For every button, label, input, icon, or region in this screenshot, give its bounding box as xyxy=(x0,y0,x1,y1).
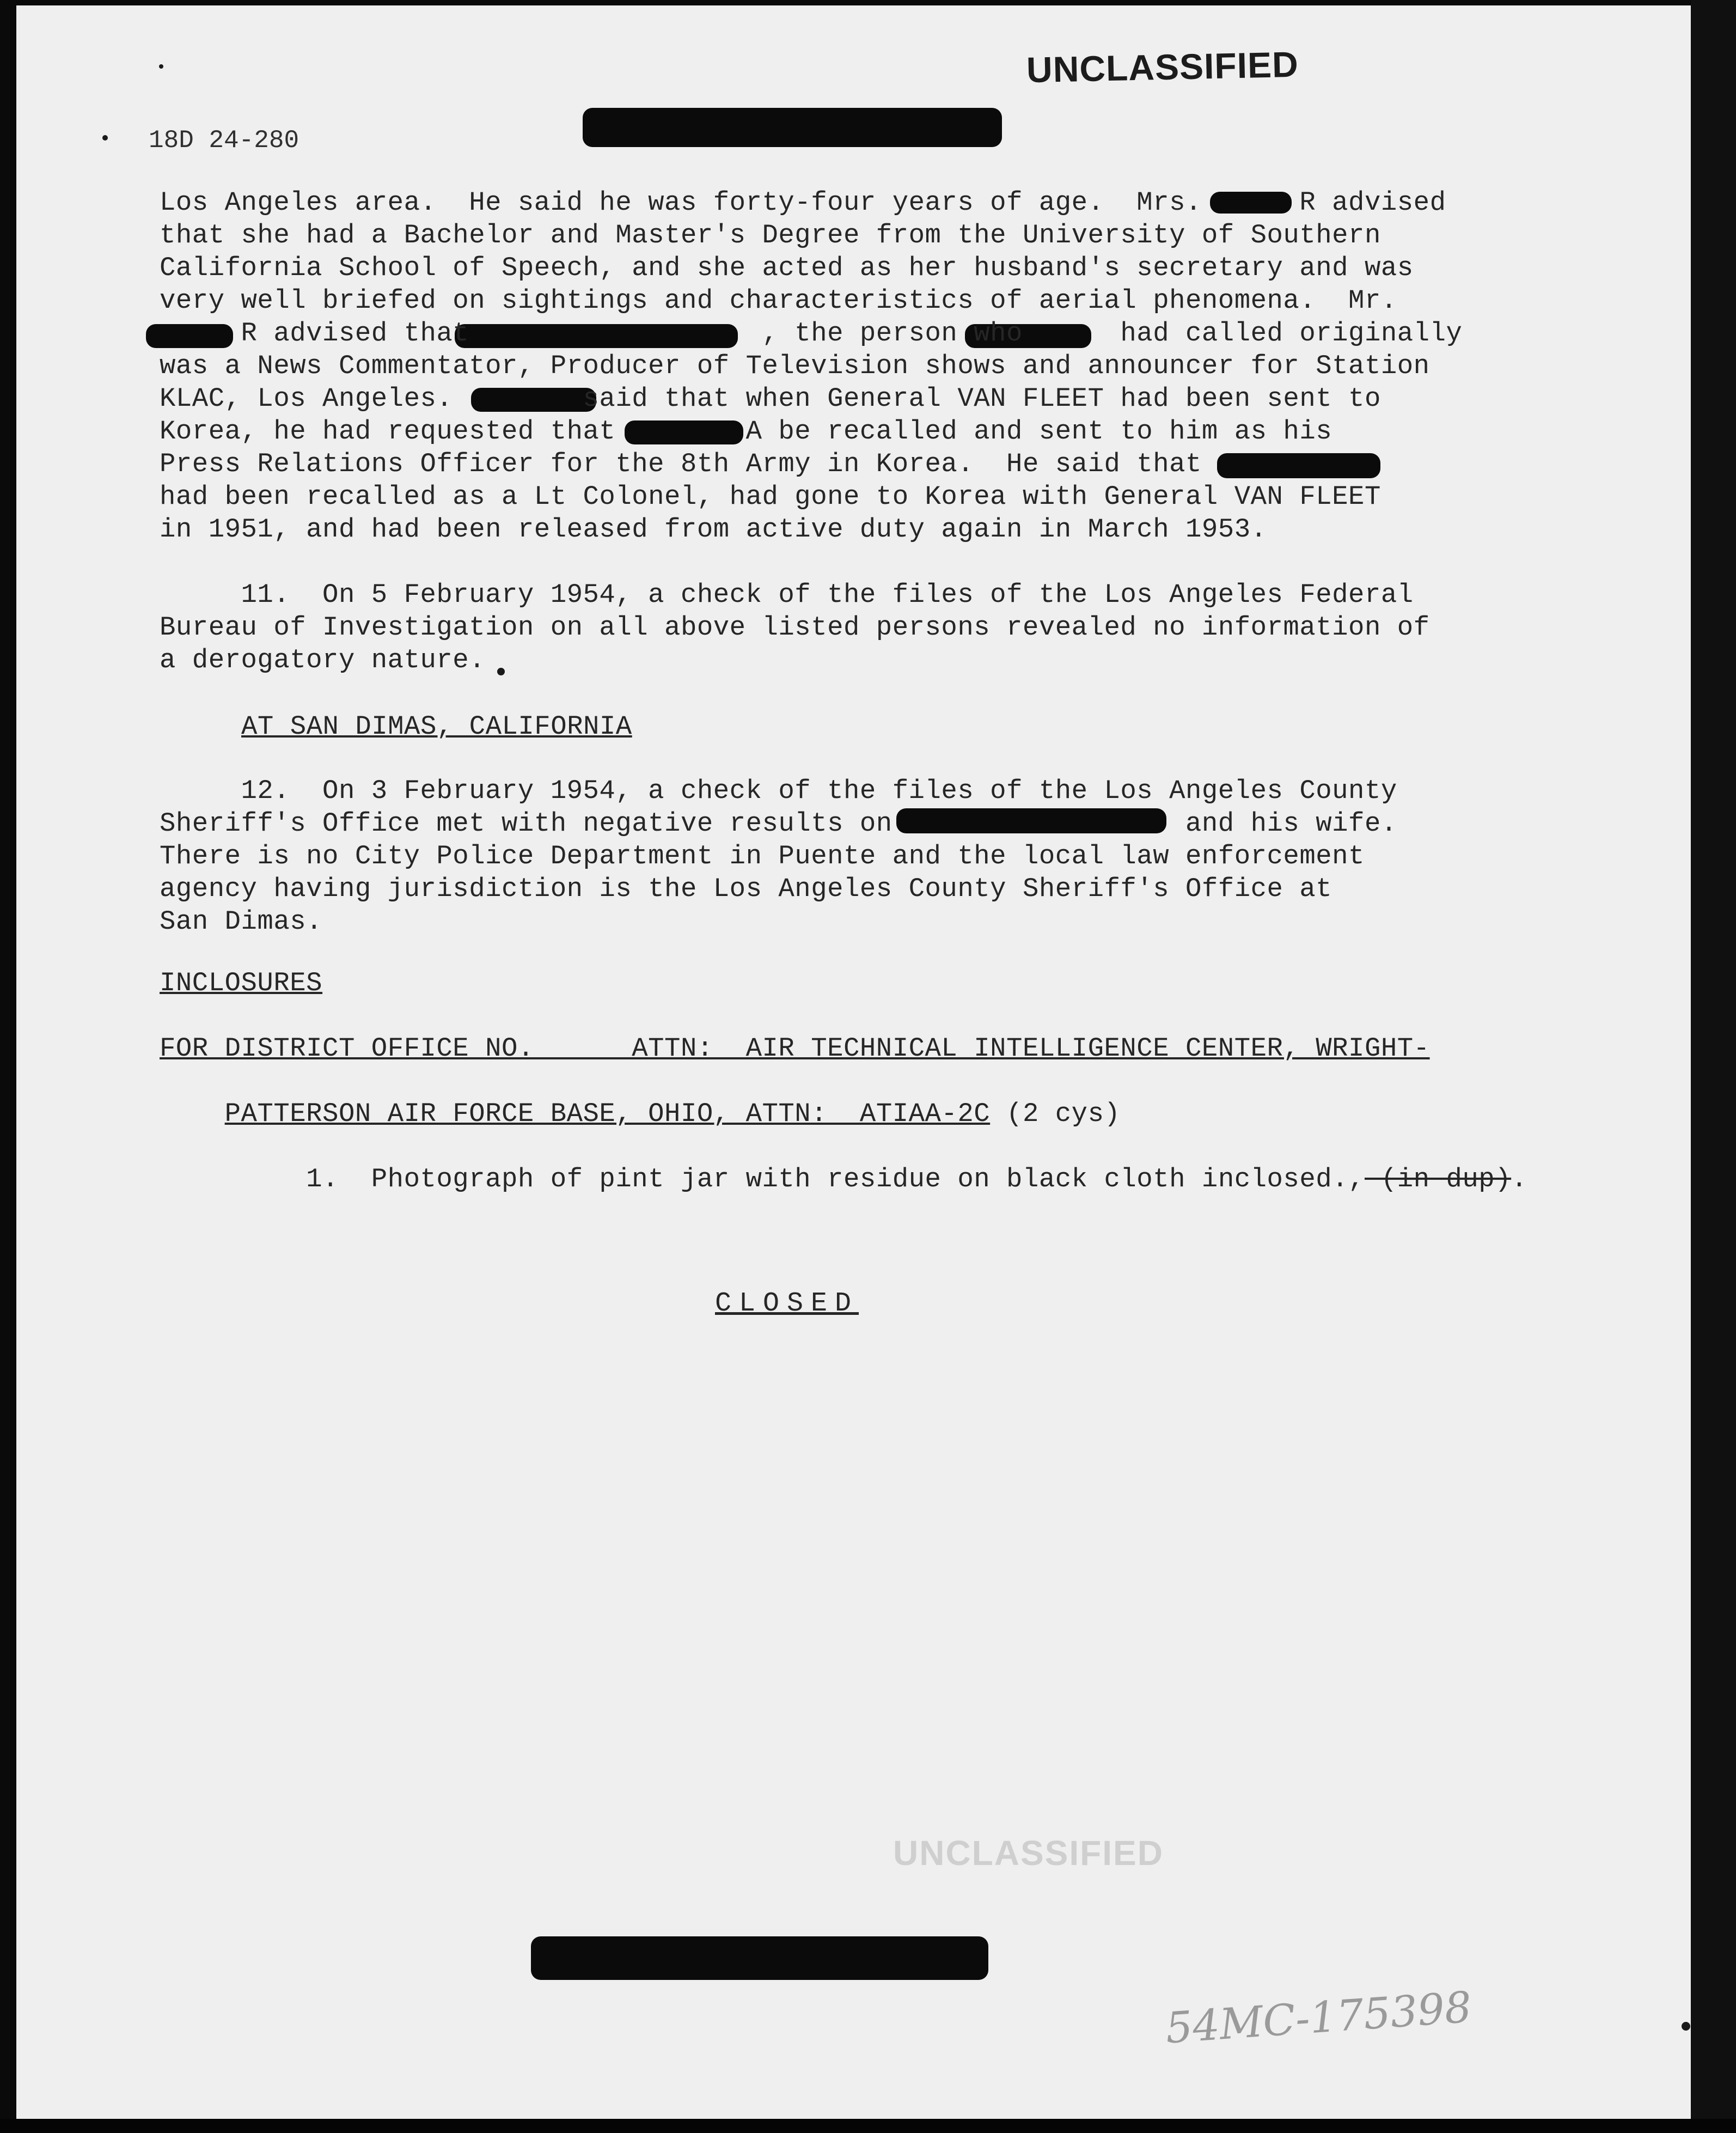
body-line: Sheriff's Office met with negative results on and his wife. xyxy=(160,808,1397,839)
closed-label: CLOSED xyxy=(715,1288,859,1319)
struck-text: (in dup) xyxy=(1364,1164,1512,1195)
body-line: a derogatory nature. xyxy=(160,645,486,675)
body-line: Press Relations Officer for the 8th Army in Korea. He said that xyxy=(160,449,1202,479)
body-line: Bureau of Investigation on all above listed persons revealed no information of xyxy=(160,612,1430,643)
section-heading: AT SAN DIMAS, CALIFORNIA xyxy=(241,711,632,742)
redaction-footer xyxy=(531,1936,988,1980)
copies-count: (2 cys) xyxy=(990,1099,1121,1129)
classification-stamp: UNCLASSIFIED xyxy=(1026,44,1299,90)
body-line: 12. On 3 February 1954, a check of the files of the Los Angeles County xyxy=(160,776,1397,806)
body-line: in 1951, and had been released from active duty again in March 1953. xyxy=(160,514,1267,545)
body-line: that she had a Bachelor and Master's Degree from the University of Southern xyxy=(160,220,1381,251)
inclosure-item-period: . xyxy=(1511,1164,1528,1195)
distribution-address: PATTERSON AIR FORCE BASE, OHIO, ATTN: ATIAA-2C xyxy=(224,1099,991,1129)
redaction-name-7 xyxy=(1217,453,1380,478)
file-reference: 18D 24-280 xyxy=(149,126,299,155)
body-line: KLAC, Los Angeles. said that when General VAN FLEET had been sent to xyxy=(160,383,1381,414)
redaction-header xyxy=(583,108,1002,147)
distribution-line: FOR DISTRICT OFFICE NO. ATTN: AIR TECHNICAL INTELLIGENCE CENTER, WRIGHT- xyxy=(160,1033,1430,1064)
inclosure-item-text: 1. Photograph of pint jar with residue on black cloth inclosed., xyxy=(224,1164,1365,1195)
body-line: 11. On 5 February 1954, a check of the files of the Los Angeles Federal xyxy=(160,580,1414,610)
scan-border-bottom xyxy=(0,2119,1736,2133)
scan-speck xyxy=(1682,2022,1690,2031)
inclosure-item xyxy=(160,1130,1527,1228)
body-line: R advised that , the person who had called originally xyxy=(160,318,1463,349)
document-page xyxy=(16,5,1691,2119)
body-line: was a News Commentator, Producer of Television shows and announcer for Station xyxy=(160,351,1430,381)
scan-speck xyxy=(102,135,108,141)
body-line: Korea, he had requested that A be recalled and sent to him as his xyxy=(160,416,1332,447)
inclosures-heading: INCLOSURES xyxy=(160,968,323,998)
body-line: San Dimas. xyxy=(160,906,323,937)
body-line: agency having jurisdiction is the Los Angeles County Sheriff's Office at xyxy=(160,874,1332,904)
scan-border-right xyxy=(1691,0,1736,2133)
scan-speck xyxy=(497,668,505,675)
body-line: had been recalled as a Lt Colonel, had gone to Korea with General VAN FLEET xyxy=(160,482,1381,512)
classification-stamp-footer: UNCLASSIFIED xyxy=(893,1833,1164,1873)
body-line: There is no City Police Department in Puente and the local law enforcement xyxy=(160,841,1365,872)
body-line: California School of Speech, and she acted as her husband's secretary and was xyxy=(160,253,1414,283)
handwritten-file-number: 54MC-175398 xyxy=(1164,1983,1474,2053)
body-line: very well briefed on sightings and characteristics of aerial phenomena. Mr. xyxy=(160,285,1397,316)
body-line: Los Angeles area. He said he was forty-four years of age. Mrs. R advised xyxy=(160,187,1446,218)
scan-speck xyxy=(159,64,163,69)
